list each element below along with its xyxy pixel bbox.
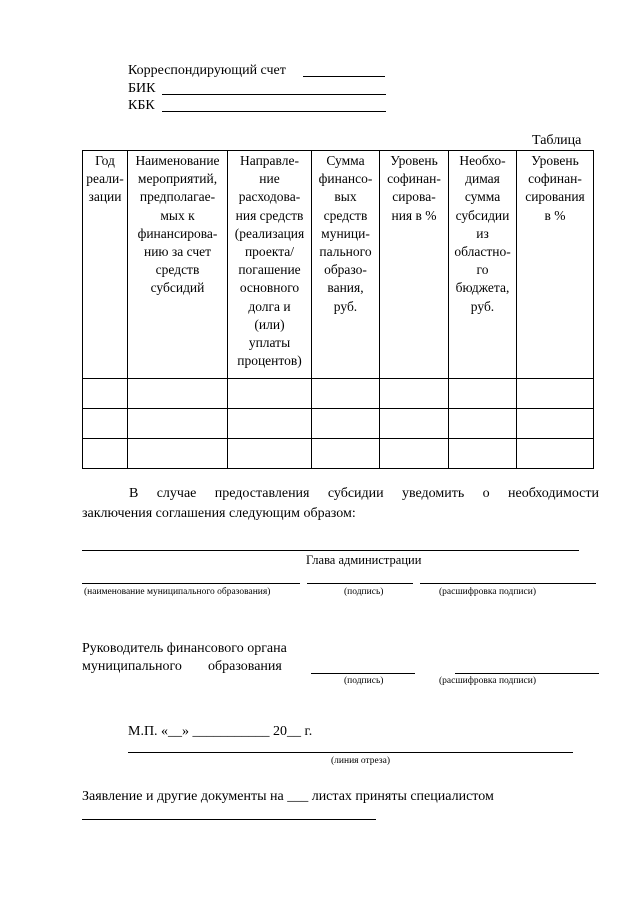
header-line: пального [319, 244, 372, 260]
table-header-row [83, 151, 594, 379]
table-cell[interactable] [449, 439, 517, 469]
table-header-cell [228, 151, 312, 379]
finance-decoding-line[interactable] [455, 673, 599, 674]
header-line: сумма [464, 189, 501, 205]
table-cell[interactable] [128, 409, 228, 439]
notice-line-1: В случае предоставления субсидии уведомить о необходимости [129, 486, 599, 501]
header-line: финансо- [318, 171, 373, 187]
header-line: сирования [525, 189, 585, 205]
header-line: зации [88, 189, 122, 205]
statement-text: Заявление и другие документы на ___ листах приняты специалистом [82, 789, 494, 804]
finance-head-line-2a: муниципального [82, 659, 182, 674]
finance-caption-decoding: (расшифровка подписи) [439, 676, 536, 686]
head-admin-decoding-line[interactable] [420, 583, 596, 584]
header-line: сирова- [392, 189, 436, 205]
finance-head-line-1: Руководитель финансового органа [82, 641, 287, 656]
table-cell[interactable] [228, 439, 312, 469]
cut-line [128, 752, 573, 753]
bik-label: БИК [128, 81, 156, 96]
header-line: ния средств [235, 207, 304, 223]
header-line: софинан- [528, 171, 582, 187]
header-line: финансирова- [137, 225, 218, 241]
header-line: вых [334, 189, 357, 205]
header-line: расходова- [238, 189, 301, 205]
specialist-line[interactable] [82, 819, 376, 820]
table-cell[interactable] [83, 379, 128, 409]
table-cell[interactable] [128, 379, 228, 409]
header-line: субсидии [455, 207, 510, 223]
municipality-name-field[interactable] [82, 550, 579, 551]
table-cell[interactable] [380, 409, 449, 439]
table-cell[interactable] [449, 409, 517, 439]
table-header-cell [380, 151, 449, 379]
notice-paragraph [82, 484, 599, 524]
header-line: основного [239, 280, 300, 296]
bik-field[interactable] [162, 94, 386, 95]
header-line: софинан- [387, 171, 441, 187]
header-line: руб. [470, 298, 495, 314]
header-line: субсидий [150, 280, 205, 296]
header-line: Уровень [531, 153, 579, 168]
header-line: бюджета, [455, 280, 510, 296]
table-cell[interactable] [517, 409, 594, 439]
header-line: областно- [454, 244, 511, 260]
table-cell[interactable] [83, 409, 128, 439]
header-line: вания, [327, 280, 364, 296]
finance-signature-line[interactable] [311, 673, 415, 674]
header-line: предполагае- [139, 189, 216, 205]
header-line: нию за счет [143, 244, 211, 260]
header-line: погашение [238, 262, 301, 278]
table-cell[interactable] [312, 409, 380, 439]
caption-decoding: (расшифровка подписи) [439, 587, 536, 597]
notice-line-2: заключения соглашения следующим образом: [82, 506, 356, 521]
table-cell[interactable] [449, 379, 517, 409]
table-cell[interactable] [517, 379, 594, 409]
head-admin-municipality-line[interactable] [82, 583, 300, 584]
header-line: руб. [333, 298, 358, 314]
head-admin-title: Глава администрации [306, 553, 422, 567]
header-line: реали- [86, 171, 124, 187]
header-line: средств [323, 207, 368, 223]
finance-head-line-2b: образования [208, 659, 282, 674]
table-row[interactable] [83, 439, 594, 469]
table-caption: Таблица [532, 133, 582, 148]
header-line: (реализация [234, 225, 305, 241]
table-cell[interactable] [517, 439, 594, 469]
finance-caption-signature: (подпись) [344, 676, 384, 686]
table-cell[interactable] [228, 409, 312, 439]
table-header-cell [83, 151, 128, 379]
table-cell[interactable] [128, 439, 228, 469]
header-line: мых к [160, 207, 195, 223]
table-cell[interactable] [312, 439, 380, 469]
subsidy-table [82, 150, 594, 469]
header-line: го [476, 262, 489, 278]
table-cell[interactable] [83, 439, 128, 469]
table-header-cell [449, 151, 517, 379]
corr-account-label: Корреспондирующий счет [128, 63, 286, 78]
header-line: ния в % [391, 207, 437, 223]
header-line: Наименование [135, 153, 220, 168]
header-line: Направле- [240, 153, 299, 168]
table-cell[interactable] [228, 379, 312, 409]
corr-account-field[interactable] [303, 76, 385, 77]
caption-municipality: (наименование муниципального образования) [84, 587, 271, 597]
header-line: димая [465, 171, 500, 187]
header-line: образо- [324, 262, 367, 278]
table-cell[interactable] [312, 379, 380, 409]
header-line: Год [95, 153, 115, 168]
table-cell[interactable] [380, 439, 449, 469]
header-line: уплаты [248, 335, 291, 351]
table-row[interactable] [83, 409, 594, 439]
header-line: Сумма [326, 153, 365, 168]
caption-signature: (подпись) [344, 587, 384, 597]
header-line: Уровень [390, 153, 438, 168]
table-cell[interactable] [380, 379, 449, 409]
cut-line-caption: (линия отреза) [331, 756, 391, 766]
header-line: долга и [248, 298, 291, 314]
stamp-date-line: М.П. «__» ___________ 20__ г. [128, 724, 313, 739]
header-line: ние [259, 171, 280, 187]
header-line: (или) [254, 316, 285, 332]
table-row[interactable] [83, 379, 594, 409]
table-header-cell [128, 151, 228, 379]
header-line: муници- [321, 225, 370, 241]
header-line: в % [544, 207, 566, 223]
header-line: Необхо- [459, 153, 506, 168]
header-line: мероприятий, [137, 171, 218, 187]
head-admin-signature-line[interactable] [307, 583, 413, 584]
table-header-cell [517, 151, 594, 379]
table-header-cell [312, 151, 380, 379]
header-line: проекта/ [244, 244, 295, 260]
kbk-label: КБК [128, 98, 155, 113]
header-line: средств [155, 262, 200, 278]
kbk-field[interactable] [162, 111, 386, 112]
header-line: из [476, 225, 489, 241]
header-line: процентов) [237, 353, 302, 369]
